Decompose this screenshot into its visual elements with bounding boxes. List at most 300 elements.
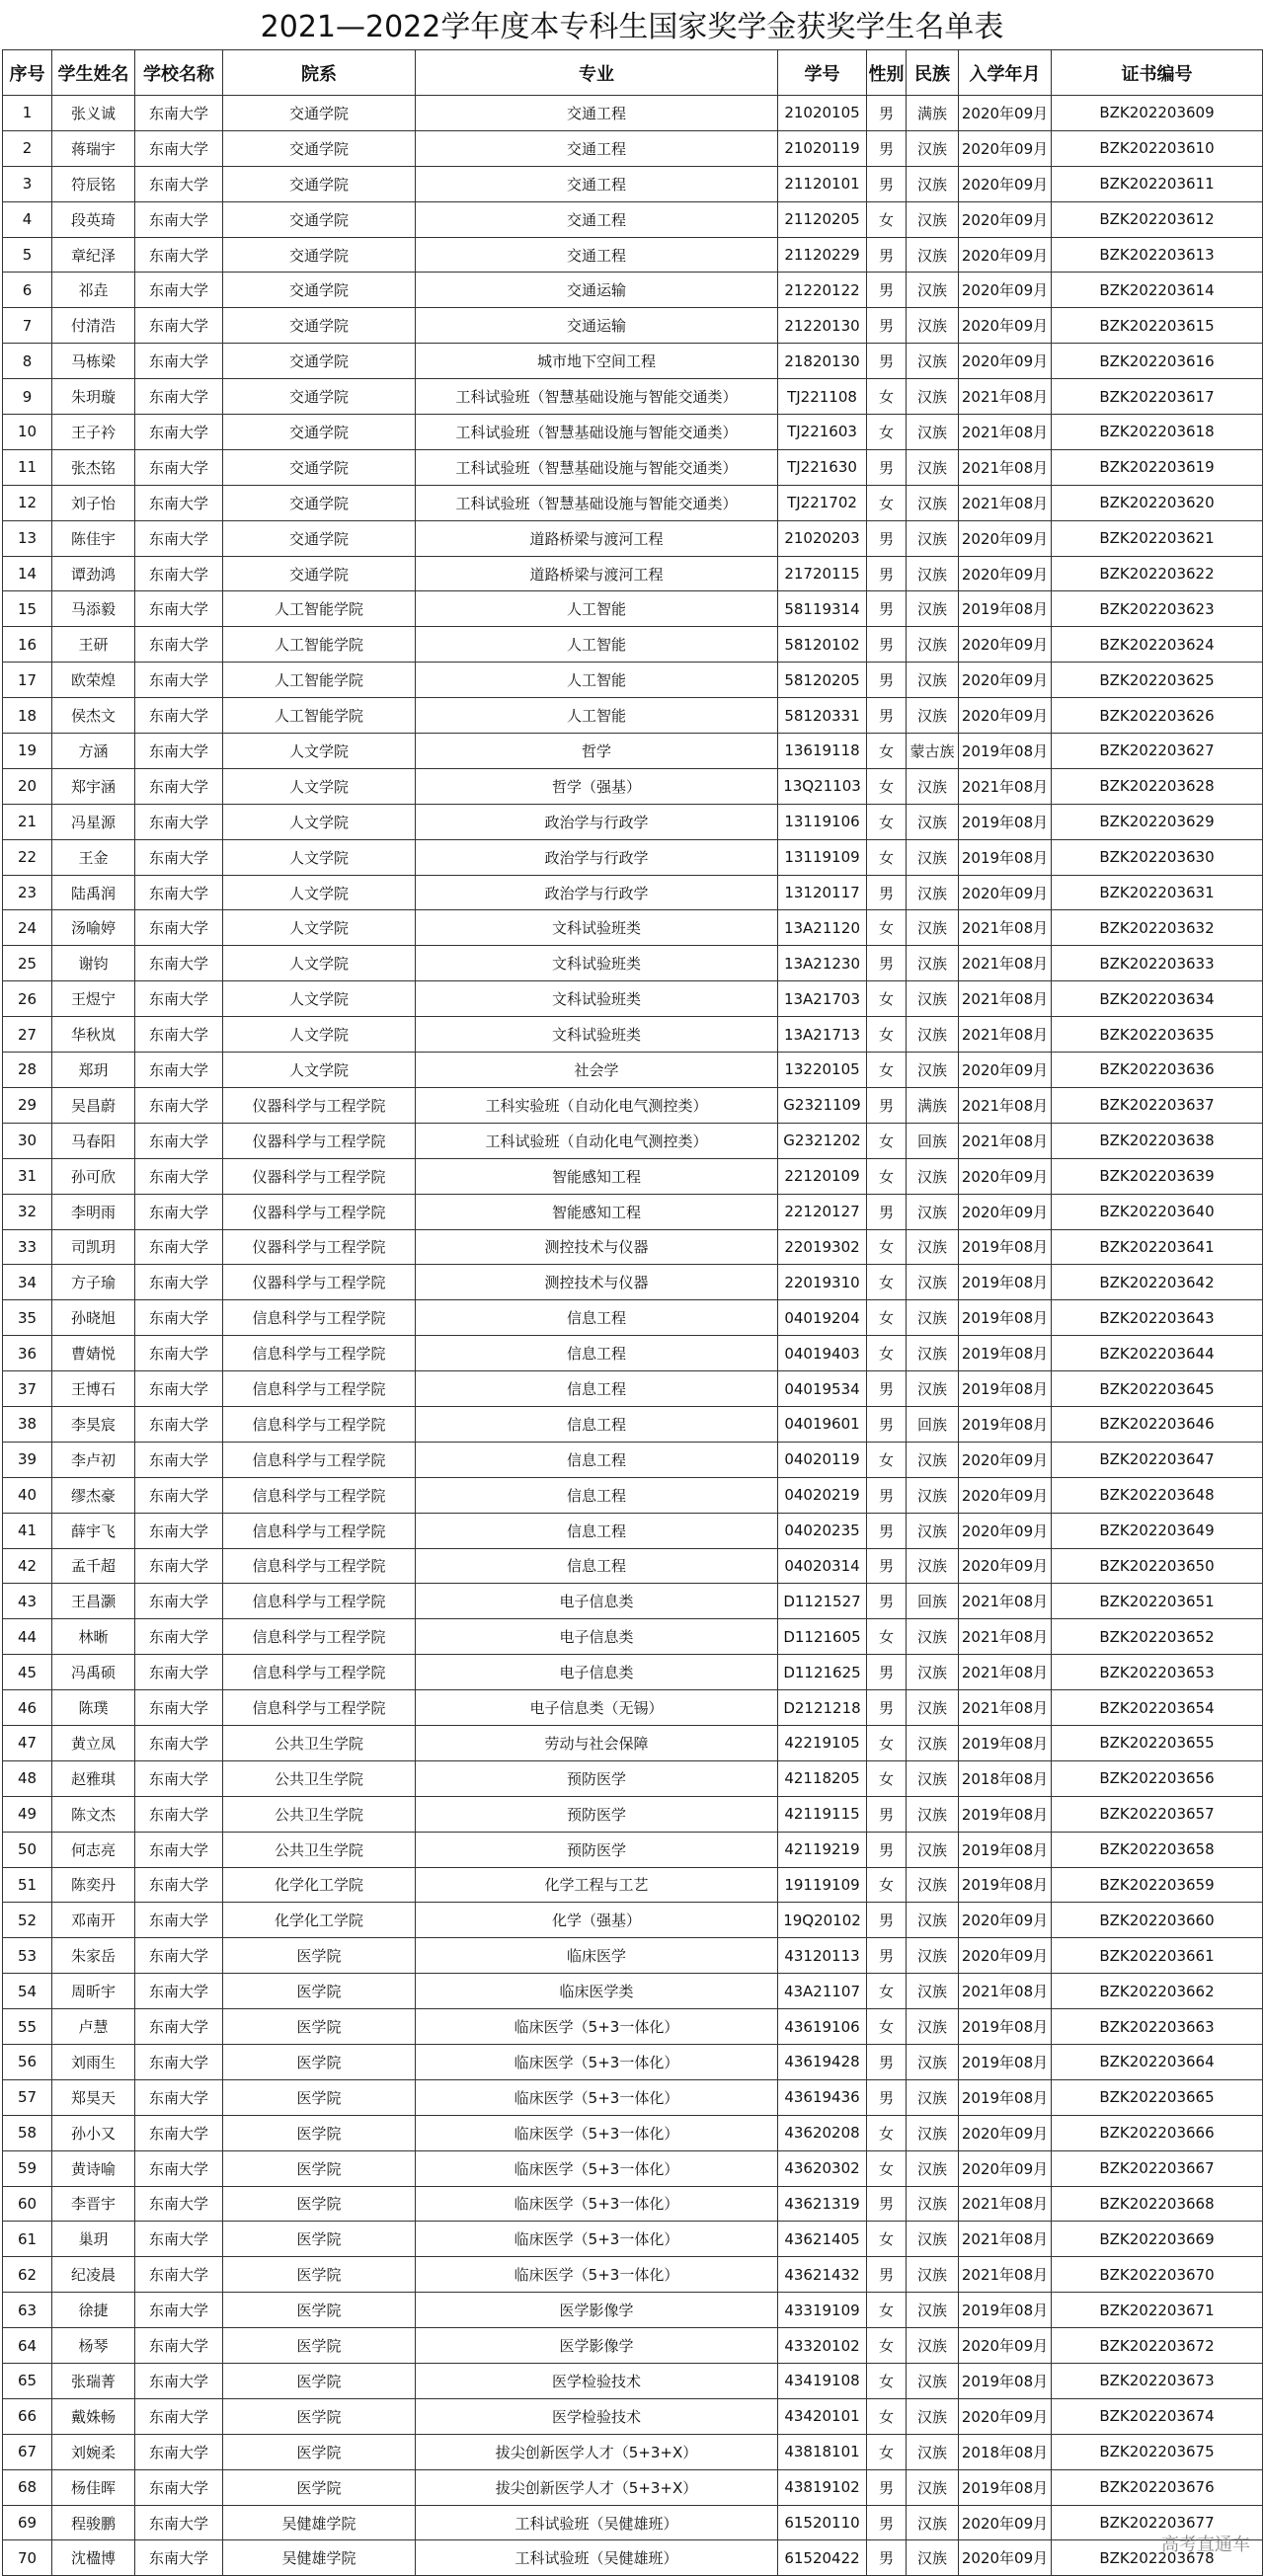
cell-seq: 15 [3, 591, 52, 627]
cell-major: 临床医学（5+3一体化） [416, 2186, 778, 2222]
cell-certificate-no: BZK202203641 [1052, 1229, 1263, 1265]
cell-major: 道路桥梁与渡河工程 [416, 520, 778, 556]
cell-seq: 52 [3, 1903, 52, 1938]
cell-student-id: 04019601 [778, 1406, 867, 1442]
cell-ethnicity: 汉族 [907, 2079, 959, 2115]
cell-ethnicity: 蒙古族 [907, 734, 959, 769]
cell-department: 信息科学与工程学院 [223, 1584, 416, 1619]
cell-ethnicity: 满族 [907, 96, 959, 131]
table-row [3, 485, 1263, 520]
table-row [3, 379, 1263, 415]
cell-certificate-no: BZK202203626 [1052, 698, 1263, 734]
cell-certificate-no: BZK202203678 [1052, 2540, 1263, 2576]
cell-school: 东南大学 [135, 1974, 223, 2009]
column-header-major: 专业 [416, 50, 778, 96]
cell-department: 信息科学与工程学院 [223, 1442, 416, 1477]
cell-department: 交通学院 [223, 308, 416, 344]
cell-school: 东南大学 [135, 2364, 223, 2399]
table-row [3, 1655, 1263, 1690]
cell-student-id: 19Q20102 [778, 1903, 867, 1938]
cell-gender: 女 [867, 2009, 907, 2045]
cell-ethnicity: 汉族 [907, 663, 959, 698]
cell-school: 东南大学 [135, 734, 223, 769]
table-row [3, 1725, 1263, 1760]
table-row [3, 1087, 1263, 1123]
cell-department: 交通学院 [223, 449, 416, 485]
cell-school: 东南大学 [135, 485, 223, 520]
cell-ethnicity: 汉族 [907, 273, 959, 308]
cell-name: 纪凌晨 [52, 2257, 135, 2293]
cell-student-id: TJ221603 [778, 415, 867, 450]
cell-gender: 女 [867, 379, 907, 415]
cell-student-id: 04020219 [778, 1477, 867, 1513]
cell-student-id: G2321202 [778, 1123, 867, 1158]
cell-school: 东南大学 [135, 2293, 223, 2328]
table-row [3, 273, 1263, 308]
cell-certificate-no: BZK202203646 [1052, 1406, 1263, 1442]
table-row [3, 344, 1263, 379]
cell-ethnicity: 汉族 [907, 698, 959, 734]
table-row [3, 237, 1263, 273]
cell-seq: 27 [3, 1017, 52, 1053]
cell-ethnicity: 汉族 [907, 2257, 959, 2293]
cell-gender: 男 [867, 1406, 907, 1442]
table-row [3, 201, 1263, 237]
cell-enroll-date: 2021年08月 [959, 485, 1052, 520]
cell-department: 公共卫生学院 [223, 1725, 416, 1760]
cell-ethnicity: 汉族 [907, 166, 959, 201]
cell-ethnicity: 汉族 [907, 520, 959, 556]
cell-ethnicity: 汉族 [907, 237, 959, 273]
cell-ethnicity: 汉族 [907, 1938, 959, 1974]
cell-enroll-date: 2019年08月 [959, 804, 1052, 839]
cell-gender: 男 [867, 2257, 907, 2293]
cell-certificate-no: BZK202203653 [1052, 1655, 1263, 1690]
cell-enroll-date: 2020年09月 [959, 1938, 1052, 1974]
cell-seq: 9 [3, 379, 52, 415]
cell-seq: 33 [3, 1229, 52, 1265]
cell-department: 医学院 [223, 2257, 416, 2293]
cell-student-id: TJ221630 [778, 449, 867, 485]
cell-ethnicity: 汉族 [907, 1725, 959, 1760]
cell-gender: 女 [867, 2364, 907, 2399]
cell-department: 医学院 [223, 2115, 416, 2150]
cell-major: 智能感知工程 [416, 1158, 778, 1194]
cell-department: 交通学院 [223, 237, 416, 273]
cell-name: 方子瑜 [52, 1265, 135, 1300]
cell-department: 医学院 [223, 2009, 416, 2045]
cell-certificate-no: BZK202203621 [1052, 520, 1263, 556]
cell-enroll-date: 2019年08月 [959, 2079, 1052, 2115]
cell-school: 东南大学 [135, 2079, 223, 2115]
cell-certificate-no: BZK202203611 [1052, 166, 1263, 201]
table-row [3, 1300, 1263, 1336]
cell-certificate-no: BZK202203662 [1052, 1974, 1263, 2009]
cell-student-id: 43621319 [778, 2186, 867, 2222]
cell-enroll-date: 2020年09月 [959, 237, 1052, 273]
cell-certificate-no: BZK202203614 [1052, 273, 1263, 308]
cell-ethnicity: 汉族 [907, 485, 959, 520]
cell-major: 临床医学（5+3一体化） [416, 2150, 778, 2186]
cell-name: 祁垚 [52, 273, 135, 308]
cell-gender: 女 [867, 1974, 907, 2009]
cell-school: 东南大学 [135, 130, 223, 166]
cell-gender: 男 [867, 237, 907, 273]
cell-seq: 24 [3, 910, 52, 946]
cell-name: 何志亮 [52, 1832, 135, 1867]
cell-department: 医学院 [223, 2079, 416, 2115]
cell-student-id: 43319109 [778, 2293, 867, 2328]
cell-school: 东南大学 [135, 237, 223, 273]
cell-seq: 66 [3, 2398, 52, 2434]
cell-gender: 女 [867, 1442, 907, 1477]
table-row [3, 1336, 1263, 1371]
cell-enroll-date: 2020年09月 [959, 166, 1052, 201]
cell-certificate-no: BZK202203669 [1052, 2222, 1263, 2257]
cell-student-id: D1121605 [778, 1619, 867, 1655]
cell-gender: 男 [867, 698, 907, 734]
cell-major: 道路桥梁与渡河工程 [416, 556, 778, 591]
cell-name: 李昊宸 [52, 1406, 135, 1442]
cell-name: 王研 [52, 627, 135, 663]
cell-student-id: TJ221108 [778, 379, 867, 415]
cell-major: 交通工程 [416, 201, 778, 237]
cell-enroll-date: 2020年09月 [959, 2540, 1052, 2576]
cell-enroll-date: 2018年08月 [959, 1760, 1052, 1796]
cell-certificate-no: BZK202203617 [1052, 379, 1263, 415]
cell-department: 交通学院 [223, 415, 416, 450]
cell-student-id: 21220130 [778, 308, 867, 344]
cell-school: 东南大学 [135, 2150, 223, 2186]
cell-seq: 5 [3, 237, 52, 273]
cell-ethnicity: 汉族 [907, 2044, 959, 2079]
cell-student-id: 13A21120 [778, 910, 867, 946]
cell-department: 仪器科学与工程学院 [223, 1158, 416, 1194]
cell-enroll-date: 2020年09月 [959, 2150, 1052, 2186]
cell-name: 郑宇涵 [52, 768, 135, 804]
cell-name: 蒋瑞宇 [52, 130, 135, 166]
cell-gender: 男 [867, 2469, 907, 2505]
cell-name: 张义诚 [52, 96, 135, 131]
cell-seq: 60 [3, 2186, 52, 2222]
cell-seq: 47 [3, 1725, 52, 1760]
cell-department: 公共卫生学院 [223, 1832, 416, 1867]
cell-school: 东南大学 [135, 201, 223, 237]
cell-enroll-date: 2020年09月 [959, 875, 1052, 910]
cell-gender: 女 [867, 1336, 907, 1371]
cell-department: 信息科学与工程学院 [223, 1655, 416, 1690]
cell-seq: 23 [3, 875, 52, 910]
cell-department: 信息科学与工程学院 [223, 1619, 416, 1655]
cell-department: 交通学院 [223, 201, 416, 237]
cell-school: 东南大学 [135, 2257, 223, 2293]
cell-gender: 男 [867, 166, 907, 201]
cell-department: 人文学院 [223, 1017, 416, 1053]
cell-school: 东南大学 [135, 1336, 223, 1371]
cell-ethnicity: 汉族 [907, 2505, 959, 2540]
cell-major: 预防医学 [416, 1796, 778, 1832]
cell-school: 东南大学 [135, 698, 223, 734]
cell-ethnicity: 汉族 [907, 1053, 959, 1088]
cell-student-id: D1121527 [778, 1584, 867, 1619]
cell-school: 东南大学 [135, 663, 223, 698]
cell-gender: 男 [867, 1548, 907, 1584]
cell-name: 刘子怡 [52, 485, 135, 520]
cell-major: 测控技术与仪器 [416, 1229, 778, 1265]
cell-major: 哲学（强基） [416, 768, 778, 804]
cell-gender: 女 [867, 1867, 907, 1903]
cell-department: 医学院 [223, 1938, 416, 1974]
cell-gender: 女 [867, 485, 907, 520]
cell-seq: 67 [3, 2434, 52, 2469]
cell-gender: 女 [867, 201, 907, 237]
cell-name: 陈奕丹 [52, 1867, 135, 1903]
cell-gender: 女 [867, 1725, 907, 1760]
cell-name: 程骏鹏 [52, 2505, 135, 2540]
cell-enroll-date: 2021年08月 [959, 946, 1052, 981]
cell-name: 章纪泽 [52, 237, 135, 273]
cell-name: 刘雨生 [52, 2044, 135, 2079]
cell-certificate-no: BZK202203660 [1052, 1903, 1263, 1938]
cell-student-id: 21820130 [778, 344, 867, 379]
cell-name: 朱玥璇 [52, 379, 135, 415]
cell-certificate-no: BZK202203636 [1052, 1053, 1263, 1088]
cell-school: 东南大学 [135, 308, 223, 344]
cell-major: 信息工程 [416, 1336, 778, 1371]
cell-gender: 男 [867, 1477, 907, 1513]
cell-school: 东南大学 [135, 768, 223, 804]
cell-certificate-no: BZK202203624 [1052, 627, 1263, 663]
table-row [3, 2540, 1263, 2576]
cell-student-id: 22019302 [778, 1229, 867, 1265]
cell-major: 医学检验技术 [416, 2364, 778, 2399]
cell-student-id: 43819102 [778, 2469, 867, 2505]
cell-enroll-date: 2021年08月 [959, 1655, 1052, 1690]
table-row [3, 2150, 1263, 2186]
cell-ethnicity: 汉族 [907, 1903, 959, 1938]
cell-school: 东南大学 [135, 1300, 223, 1336]
cell-gender: 男 [867, 2505, 907, 2540]
cell-student-id: 13119109 [778, 839, 867, 875]
cell-certificate-no: BZK202203638 [1052, 1123, 1263, 1158]
cell-enroll-date: 2019年08月 [959, 1796, 1052, 1832]
cell-department: 公共卫生学院 [223, 1796, 416, 1832]
cell-name: 戴姝畅 [52, 2398, 135, 2434]
table-row [3, 1584, 1263, 1619]
cell-department: 医学院 [223, 2434, 416, 2469]
table-row [3, 2222, 1263, 2257]
cell-seq: 51 [3, 1867, 52, 1903]
table-row [3, 946, 1263, 981]
cell-certificate-no: BZK202203655 [1052, 1725, 1263, 1760]
cell-gender: 男 [867, 627, 907, 663]
cell-gender: 男 [867, 663, 907, 698]
cell-major: 临床医学类 [416, 1974, 778, 2009]
cell-gender: 男 [867, 1513, 907, 1548]
cell-department: 信息科学与工程学院 [223, 1336, 416, 1371]
cell-ethnicity: 汉族 [907, 875, 959, 910]
cell-school: 东南大学 [135, 1619, 223, 1655]
cell-student-id: G2321109 [778, 1087, 867, 1123]
cell-enroll-date: 2020年09月 [959, 2505, 1052, 2540]
cell-seq: 4 [3, 201, 52, 237]
cell-student-id: 13119106 [778, 804, 867, 839]
table-row [3, 1229, 1263, 1265]
cell-major: 交通运输 [416, 273, 778, 308]
cell-seq: 30 [3, 1123, 52, 1158]
cell-enroll-date: 2020年09月 [959, 1477, 1052, 1513]
cell-enroll-date: 2019年08月 [959, 1371, 1052, 1407]
cell-gender: 男 [867, 2540, 907, 2576]
cell-major: 信息工程 [416, 1406, 778, 1442]
cell-school: 东南大学 [135, 804, 223, 839]
cell-gender: 女 [867, 1229, 907, 1265]
cell-school: 东南大学 [135, 1229, 223, 1265]
cell-major: 临床医学（5+3一体化） [416, 2079, 778, 2115]
cell-seq: 38 [3, 1406, 52, 1442]
cell-ethnicity: 汉族 [907, 556, 959, 591]
cell-certificate-no: BZK202203652 [1052, 1619, 1263, 1655]
cell-major: 政治学与行政学 [416, 839, 778, 875]
cell-seq: 12 [3, 485, 52, 520]
cell-department: 公共卫生学院 [223, 1760, 416, 1796]
cell-certificate-no: BZK202203658 [1052, 1832, 1263, 1867]
cell-gender: 男 [867, 875, 907, 910]
cell-certificate-no: BZK202203675 [1052, 2434, 1263, 2469]
cell-name: 李明雨 [52, 1194, 135, 1229]
cell-name: 冯星源 [52, 804, 135, 839]
column-header-school: 学校名称 [135, 50, 223, 96]
cell-major: 工科试验班（自动化电气测控类） [416, 1123, 778, 1158]
cell-student-id: 43621432 [778, 2257, 867, 2293]
cell-department: 人文学院 [223, 839, 416, 875]
cell-student-id: 13619118 [778, 734, 867, 769]
cell-gender: 女 [867, 2398, 907, 2434]
cell-enroll-date: 2021年08月 [959, 2222, 1052, 2257]
cell-school: 东南大学 [135, 591, 223, 627]
cell-major: 工科试验班（智慧基础设施与智能交通类） [416, 485, 778, 520]
cell-major: 信息工程 [416, 1442, 778, 1477]
cell-major: 人工智能 [416, 591, 778, 627]
cell-certificate-no: BZK202203642 [1052, 1265, 1263, 1300]
cell-gender: 男 [867, 1690, 907, 1726]
cell-name: 马春阳 [52, 1123, 135, 1158]
cell-seq: 53 [3, 1938, 52, 1974]
cell-department: 仪器科学与工程学院 [223, 1087, 416, 1123]
cell-major: 临床医学 [416, 1938, 778, 1974]
cell-name: 司凯玥 [52, 1229, 135, 1265]
table-row [3, 415, 1263, 450]
table-row [3, 1760, 1263, 1796]
cell-seq: 65 [3, 2364, 52, 2399]
cell-school: 东南大学 [135, 2434, 223, 2469]
cell-major: 信息工程 [416, 1300, 778, 1336]
cell-ethnicity: 汉族 [907, 2364, 959, 2399]
cell-ethnicity: 汉族 [907, 1477, 959, 1513]
cell-student-id: 13A21713 [778, 1017, 867, 1053]
cell-ethnicity: 汉族 [907, 627, 959, 663]
cell-ethnicity: 汉族 [907, 1017, 959, 1053]
cell-student-id: 21020119 [778, 130, 867, 166]
cell-seq: 29 [3, 1087, 52, 1123]
cell-department: 医学院 [223, 2222, 416, 2257]
cell-seq: 1 [3, 96, 52, 131]
cell-major: 信息工程 [416, 1477, 778, 1513]
cell-gender: 女 [867, 1053, 907, 1088]
cell-seq: 11 [3, 449, 52, 485]
table-row [3, 1123, 1263, 1158]
cell-name: 孙可欣 [52, 1158, 135, 1194]
cell-major: 电子信息类（无锡） [416, 1690, 778, 1726]
cell-gender: 男 [867, 591, 907, 627]
table-row [3, 2079, 1263, 2115]
cell-department: 交通学院 [223, 130, 416, 166]
cell-seq: 70 [3, 2540, 52, 2576]
cell-name: 马栋梁 [52, 344, 135, 379]
cell-enroll-date: 2020年09月 [959, 1053, 1052, 1088]
cell-major: 劳动与社会保障 [416, 1725, 778, 1760]
cell-school: 东南大学 [135, 2186, 223, 2222]
cell-gender: 男 [867, 449, 907, 485]
cell-seq: 69 [3, 2505, 52, 2540]
cell-ethnicity: 回族 [907, 1406, 959, 1442]
cell-ethnicity: 汉族 [907, 839, 959, 875]
table-row [3, 1265, 1263, 1300]
cell-seq: 34 [3, 1265, 52, 1300]
cell-school: 东南大学 [135, 2222, 223, 2257]
cell-certificate-no: BZK202203663 [1052, 2009, 1263, 2045]
column-header-gender: 性别 [867, 50, 907, 96]
cell-student-id: 04020314 [778, 1548, 867, 1584]
cell-ethnicity: 汉族 [907, 1655, 959, 1690]
cell-certificate-no: BZK202203672 [1052, 2328, 1263, 2364]
cell-student-id: 13Q21103 [778, 768, 867, 804]
cell-school: 东南大学 [135, 2540, 223, 2576]
cell-name: 巢玥 [52, 2222, 135, 2257]
table-row [3, 1053, 1263, 1088]
cell-seq: 61 [3, 2222, 52, 2257]
cell-certificate-no: BZK202203619 [1052, 449, 1263, 485]
cell-seq: 64 [3, 2328, 52, 2364]
cell-name: 王金 [52, 839, 135, 875]
cell-name: 陈璞 [52, 1690, 135, 1726]
cell-school: 东南大学 [135, 1867, 223, 1903]
cell-seq: 17 [3, 663, 52, 698]
cell-major: 交通工程 [416, 166, 778, 201]
cell-department: 信息科学与工程学院 [223, 1690, 416, 1726]
cell-certificate-no: BZK202203628 [1052, 768, 1263, 804]
cell-ethnicity: 汉族 [907, 344, 959, 379]
cell-department: 仪器科学与工程学院 [223, 1265, 416, 1300]
cell-gender: 女 [867, 1158, 907, 1194]
cell-department: 仪器科学与工程学院 [223, 1123, 416, 1158]
cell-school: 东南大学 [135, 1938, 223, 1974]
cell-ethnicity: 汉族 [907, 946, 959, 981]
cell-major: 电子信息类 [416, 1584, 778, 1619]
cell-student-id: 04020119 [778, 1442, 867, 1477]
cell-certificate-no: BZK202203643 [1052, 1300, 1263, 1336]
cell-name: 方涵 [52, 734, 135, 769]
cell-major: 工科试验班（智慧基础设施与智能交通类） [416, 449, 778, 485]
cell-major: 文科试验班类 [416, 1017, 778, 1053]
cell-enroll-date: 2019年08月 [959, 1300, 1052, 1336]
cell-ethnicity: 汉族 [907, 130, 959, 166]
cell-school: 东南大学 [135, 1584, 223, 1619]
cell-seq: 8 [3, 344, 52, 379]
cell-student-id: 58119314 [778, 591, 867, 627]
cell-school: 东南大学 [135, 946, 223, 981]
cell-enroll-date: 2020年09月 [959, 556, 1052, 591]
